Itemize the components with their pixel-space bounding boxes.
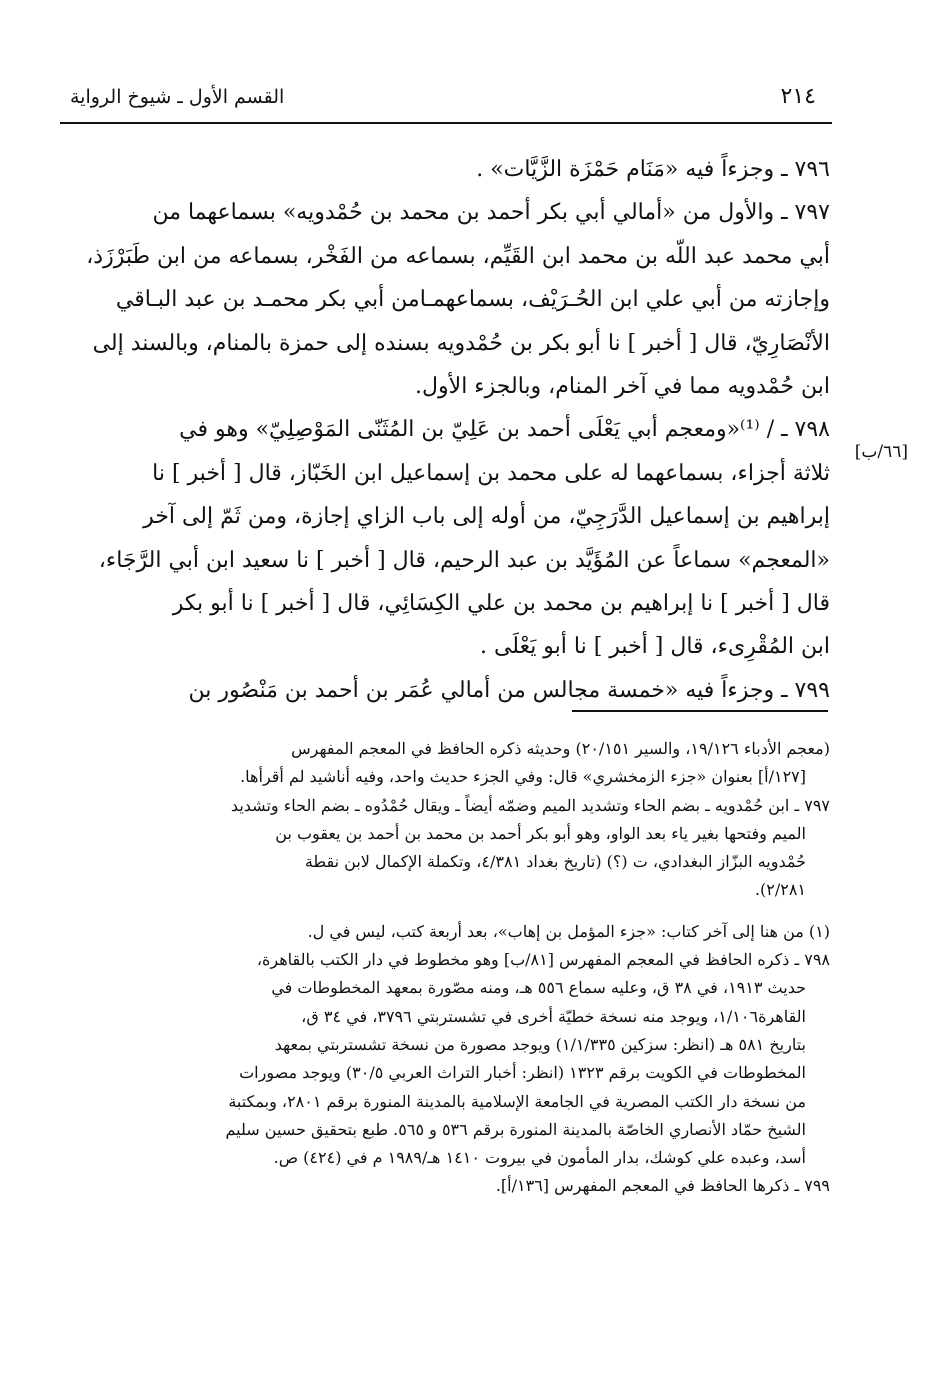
footnote-line: (معجم الأدباء ١٩/١٢٦، والسير ٢٠/١٥١) وحديثه ذكره الحافظ في المعجم المفهرس <box>291 739 830 758</box>
footnote-line: (١) من هنا إلى آخر كتاب: «جزء المؤمل بن إهاب»، بعد أربعة كتب، ليس في ل. <box>307 921 830 941</box>
text-line: «المعجم» سماعاً عن المُؤَيَّد بن عبد الرحيم، قال [ أخبر ] نا سعيد ابن أبي الرَّجَاء، <box>98 547 830 573</box>
text-line: إبراهيم بن إسماعيل الدَّرَجِيّ، من أوله إلى باب الزاي إجازة، ومن ثَمّ إلى آخر <box>143 504 830 530</box>
running-title: القسم الأول ـ شيوخ الرواية <box>70 86 285 108</box>
text-line: قال [ أخبر ] نا إبراهيم بن محمد بن علي الكِسَائِي، قال [ أخبر ] نا أبو بكر <box>172 590 830 616</box>
footnote-line: ٢/٢٨١). <box>754 880 806 900</box>
text-line: ٧٩٨ ـ / ⁽¹⁾«ومعجم أبي يَعْلَى أحمد بن عَلِيّ بن المُثَنّى المَوْصِلِيّ» وهو في <box>179 417 830 443</box>
footnote-line: الشيخ حمّاد الأنصاري الخاصّة بالمدينة المنورة برقم ٥٣٦ و ٥٦٥. طبع بتحقيق حسين سليم <box>225 1119 806 1139</box>
footnote-line: من نسخة دار الكتب المصرية في الجامعة الإسلامية بالمدينة المنورة برقم ٢٨٠١، وبمكتبة <box>228 1091 806 1111</box>
footnote-rule <box>572 710 828 712</box>
text-line: ابن حُمْدويه مما في آخر المنام، وبالجزء الأول. <box>415 373 830 399</box>
footnote-line: الميم وفتحها بغير ياء بعد الواو، وهو أبو بكر أحمد بن محمد بن أحمد بن يعقوب بن <box>275 823 806 843</box>
footnote-line: أسد، وعبده علي كوشك، بدار المأمون في بيروت ١٤١٠ هـ/١٩٨٩ م في (٤٢٤) ص. <box>273 1148 806 1168</box>
footnote-line: ٧٩٧ ـ ابن حُمْدويه ـ بضم الحاء وتشديد الميم وضمّه أيضاً ـ ويقال حُمْدُوه ـ بضم الحاء وتشديد <box>230 795 830 815</box>
footnote-line: ٧٩٨ ـ ذكره الحافظ في المعجم المفهرس [٨١/ب] وهو مخطوط في دار الكتب بالقاهرة، <box>256 950 830 970</box>
running-header <box>60 84 830 118</box>
text-line: ابن المُقْرِىء، قال [ أخبر ] نا أبو يَعْلَى . <box>479 634 830 660</box>
main-text <box>62 148 830 712</box>
footnotes <box>62 735 830 1201</box>
header-rule <box>60 122 832 124</box>
footnote-line: حُمْدويه البزّاز البغدادي، ت (؟) (تاريخ بغداد ٤/٣٨١، وتكملة الإكمال لابن نقطة <box>304 852 806 872</box>
footnote-line: بتاريخ ٥٨١ هـ (انظر: سزكين ١/١/٣٣٥) ويوجد مصورة من نسخة تشستربتي بمعهد <box>274 1034 806 1054</box>
text-line: الأنْصَارِيّ، قال [ أخبر ] نا أبو بكر بن حُمْدويه بسنده إلى حمزة بالمنام، وبالسند إلى <box>92 330 830 356</box>
page-number: ٢١٤ <box>780 84 816 109</box>
text-line: ٧٩٦ ـ وجزءاً فيه «مَنَام حَمْزَة الزَّيَّات» . <box>476 157 830 182</box>
folio-marginal-note: [٦٦/ب] <box>854 442 908 462</box>
text-line: ٧٩٧ ـ والأول من «أمالي أبي بكر أحمد بن محمد بن حُمْدويه» بسماعهما من <box>152 200 830 226</box>
footnote-line: حديث ١٩١٣، في ٣٨ ق، وعليه سماع ٥٥٦ هـ، ومنه مصّورة بمعهد المخطوطات في <box>271 978 806 998</box>
text-line: أبي محمد عبد اللّه بن محمد ابن القَيِّم، بسماعه من الفَخْر، بسماعه من ابن طَبَرْزَذ، <box>86 243 830 269</box>
footnote-line: ٧٩٩ ـ ذكرها الحافظ في المعجم المفهرس [١٣٦/أ]. <box>495 1176 830 1196</box>
text-line: وإجازته من أبي علي ابن الحُـرَيْف، بسماعهمـامن أبي بكر محمـد بن عبد البـاقي <box>115 287 830 313</box>
footnote-line: القاهرة١/١٠٦، ويوجد منه نسخة خطيّة أخرى في تشستربتي ٣٧٩٦، في ٣٤ ق، <box>301 1006 806 1026</box>
footnote-line: المخطوطات في الكويت برقم ١٣٢٣ (انظر: أخبار التراث العربي ٣٠/٥) ويوجد مصورات <box>239 1063 806 1083</box>
footnote-line: [١٢٧/أ] بعنوان «جزء الزمخشري» قال: وفي الجزء حديث واحد، وفيه أناشيد لم أقرأها. <box>240 767 806 787</box>
text-line: ٧٩٩ ـ وجزءاً فيه «خمسة مجالس من أمالي عُمَر بن أحمد بن مَنْصُور بن <box>188 677 830 703</box>
text-line: ثلاثة أجزاء، بسماعهما له على محمد بن إسماعيل ابن الخَبّاز، قال [ أخبر ] نا <box>152 460 830 486</box>
